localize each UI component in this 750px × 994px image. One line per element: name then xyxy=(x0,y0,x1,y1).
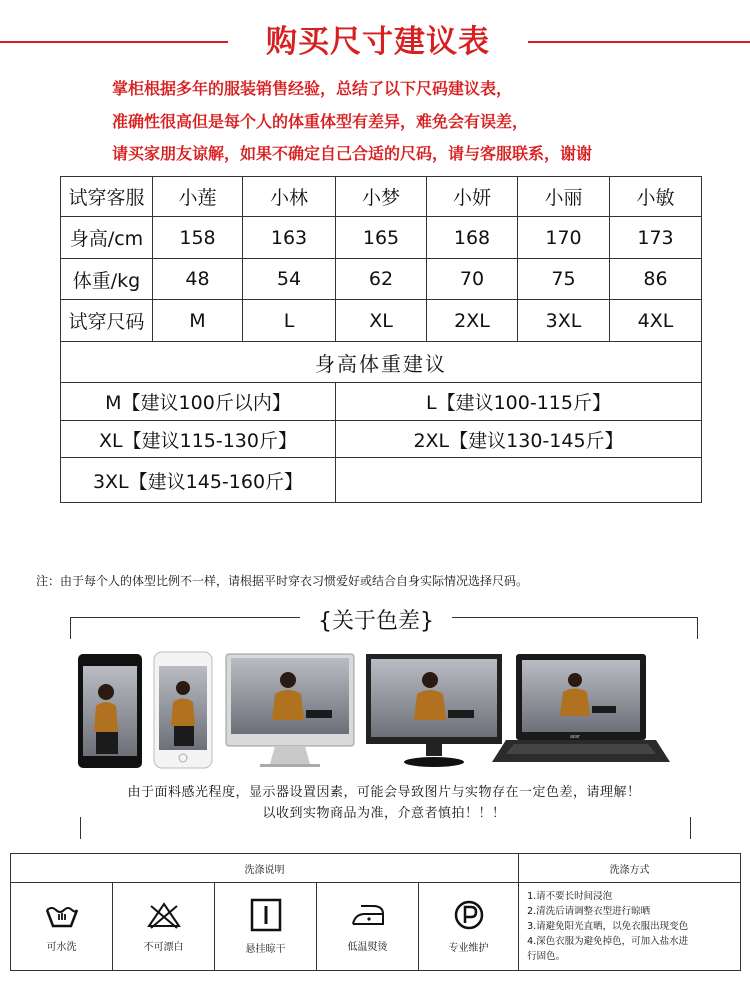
low-iron-icon xyxy=(349,900,387,930)
frame-line xyxy=(70,617,300,618)
height-value: 165 xyxy=(336,217,427,259)
height-value: 163 xyxy=(243,217,336,259)
care-item xyxy=(419,883,519,971)
weight-value: 70 xyxy=(427,258,518,300)
suggestion-l: L【建议100-115斤】 xyxy=(336,383,702,420)
care-note: 4.深色衣服为避免掉色，可加入盐水进 xyxy=(527,936,689,947)
model-name: 小妍 xyxy=(427,177,518,217)
desktop-monitor-image xyxy=(226,654,354,767)
suggestion-3xl: 3XL【建议145-160斤】 xyxy=(61,458,336,503)
height-value: 170 xyxy=(518,217,610,259)
hand-wash-icon xyxy=(43,900,81,930)
care-note: 3.请避免阳光直晒，以免衣服出现变色 xyxy=(527,921,689,932)
size-note: 注：由于每个人的体型比例不一样，请根据平时穿衣习惯爱好或结合自身实际情况选择尺码。 xyxy=(36,574,529,588)
frame-line xyxy=(70,617,71,639)
size-table xyxy=(60,176,702,503)
flat-monitor-image xyxy=(366,654,502,767)
size-value: M xyxy=(153,300,243,342)
model-name: 小敏 xyxy=(610,177,702,217)
care-table xyxy=(10,853,741,971)
care-note: 1.请不要长时间浸泡 xyxy=(527,891,613,902)
weight-value: 75 xyxy=(518,258,610,300)
model-name: 小林 xyxy=(243,177,336,217)
suggestion-empty xyxy=(336,458,702,503)
color-diff-text-1: 由于面料感光程度，显示器设置因素，可能会导致图片与实物存在一定色差，请理解！ xyxy=(127,785,641,800)
size-value: XL xyxy=(336,300,427,342)
weight-value: 48 xyxy=(153,258,243,300)
suggestion-xl: XL【建议115-130斤】 xyxy=(61,420,336,457)
care-item xyxy=(317,883,419,971)
care-note: 2.清洗后请调整衣型进行晾晒 xyxy=(527,906,651,917)
care-note: 行固色。 xyxy=(527,951,566,962)
row-suggestion-3 xyxy=(61,458,702,503)
care-label: 低温熨烫 xyxy=(347,942,388,953)
frame-line xyxy=(80,817,81,839)
size-value: 3XL xyxy=(518,300,610,342)
size-value: L xyxy=(243,300,336,342)
title-divider-right xyxy=(528,41,750,43)
weight-value: 54 xyxy=(243,258,336,300)
care-body-row xyxy=(11,883,741,971)
care-header-right: 洗涤方式 xyxy=(519,854,741,883)
row-height xyxy=(61,217,702,259)
care-label: 可水洗 xyxy=(46,942,77,953)
row-weight xyxy=(61,258,702,300)
suggestion-m: M【建议100斤以内】 xyxy=(61,383,336,420)
size-value: 2XL xyxy=(427,300,518,342)
frame-line xyxy=(690,817,691,839)
black-phone-image xyxy=(78,654,142,768)
model-name: 小梦 xyxy=(336,177,427,217)
no-bleach-icon xyxy=(145,900,183,930)
height-value: 158 xyxy=(153,217,243,259)
label-weight: 体重/kg xyxy=(61,258,153,300)
color-diff-text-2: 以收到实物商品为准，介意者慎拍！！！ xyxy=(262,806,506,821)
model-name: 小莲 xyxy=(153,177,243,217)
title-divider-left xyxy=(0,41,228,43)
row-section-title xyxy=(61,341,702,383)
label-models: 试穿客服 xyxy=(61,177,153,217)
weight-value: 86 xyxy=(610,258,702,300)
size-value: 4XL xyxy=(610,300,702,342)
frame-line xyxy=(452,617,698,618)
white-phone-image xyxy=(154,652,212,768)
section-title: 身高体重建议 xyxy=(61,341,702,383)
row-models xyxy=(61,177,702,217)
height-value: 168 xyxy=(427,217,518,259)
row-suggestion-2 xyxy=(61,420,702,457)
intro-line-1: 掌柜根据多年的服装销售经验，总结了以下尺码建议表， xyxy=(112,79,513,98)
care-item xyxy=(11,883,113,971)
row-size xyxy=(61,300,702,342)
device-illustrations xyxy=(70,640,700,770)
label-height: 身高/cm xyxy=(61,217,153,259)
frame-line xyxy=(697,617,698,639)
professional-care-icon xyxy=(450,899,488,931)
care-label: 不可漂白 xyxy=(143,942,184,953)
care-label: 悬挂晾干 xyxy=(245,944,286,955)
color-diff-title: {关于色差} xyxy=(318,609,434,634)
care-item xyxy=(113,883,215,971)
page-title: 购买尺寸建议表 xyxy=(266,24,490,60)
row-suggestion-1 xyxy=(61,383,702,420)
care-item xyxy=(215,883,317,971)
laptop-image xyxy=(492,654,670,762)
care-header-row xyxy=(11,854,741,883)
care-header-left: 洗涤说明 xyxy=(11,854,519,883)
height-value: 173 xyxy=(610,217,702,259)
suggestion-2xl: 2XL【建议130-145斤】 xyxy=(336,420,702,457)
intro-line-2: 准确性很高但是每个人的体重体型有差异，难免会有误差， xyxy=(112,112,529,131)
label-size: 试穿尺码 xyxy=(61,300,153,342)
intro-line-3: 请买家朋友谅解，如果不确定自己合适的尺码，请与客服联系，谢谢 xyxy=(112,144,593,163)
model-name: 小丽 xyxy=(518,177,610,217)
hang-dry-icon xyxy=(247,898,285,932)
weight-value: 62 xyxy=(336,258,427,300)
laptop-brand: acer xyxy=(570,734,580,740)
care-label: 专业维护 xyxy=(448,943,489,954)
care-notes xyxy=(519,883,741,971)
